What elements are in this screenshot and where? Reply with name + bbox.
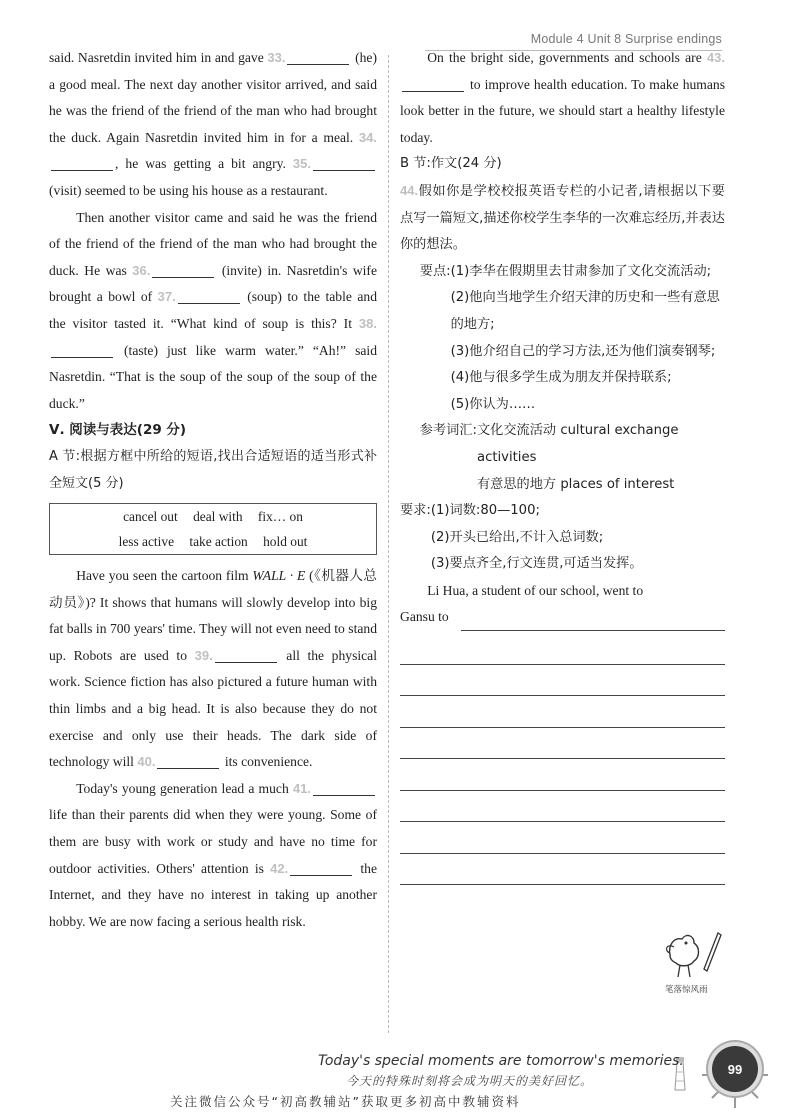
- vocab-block: [400, 418, 725, 498]
- point-item: (4)他与很多学生成为朋友并保持联系;: [450, 370, 672, 386]
- footer-quote-en: Today's special moments are tomorrow's memories.: [318, 1053, 684, 1069]
- question-number: 40.: [137, 754, 156, 770]
- phrase-item: fix… on: [257, 509, 303, 525]
- section-a-instruction: A 节:根据方框中所给的短语,找出合适短语的适当形式补全短文(5 分): [49, 448, 377, 491]
- bird-caption: 笔落惊风雨: [665, 985, 708, 995]
- req-item: (1)词数:80—100;: [430, 503, 540, 519]
- req-label: 要求:: [400, 503, 431, 519]
- bird-pen-icon: [660, 925, 724, 983]
- question-number: 36.: [132, 262, 151, 278]
- essay-writing-line[interactable]: [461, 612, 725, 631]
- page-number: 99: [712, 1046, 758, 1092]
- phrase-row-2: [60, 529, 366, 554]
- para-nasretdin-1: [49, 45, 377, 205]
- essay-writing-line[interactable]: [400, 854, 725, 886]
- essay-writing-line[interactable]: [400, 633, 725, 665]
- answer-blank[interactable]: [313, 155, 375, 171]
- text-run: to improve health education. To make humans look better in the future, we should start a healthy lifestyle today.: [400, 76, 725, 145]
- text-run: (taste) just like warm water.” “Ah!” said Nasretdin. “That is the soup of the soup of the soup of the duck.”: [49, 342, 377, 411]
- phrase-item: hold out: [263, 534, 308, 550]
- phrase-box: [49, 503, 377, 555]
- points-block: [400, 259, 725, 419]
- running-header: Module 4 Unit 8 Surprise endings: [530, 32, 722, 46]
- footer-wechat-note: 关注微信公众号“初高教辅站”获取更多初高中教辅资料: [170, 1094, 521, 1109]
- essay-writing-line[interactable]: [400, 791, 725, 823]
- phrase-item: less active: [118, 534, 175, 550]
- section-v-title: Ⅴ. 阅读与表达(29 分): [49, 422, 187, 439]
- essay-writing-line[interactable]: [400, 728, 725, 760]
- text-run: Have you seen the cartoon film: [76, 568, 253, 584]
- question-number: 43.: [706, 50, 725, 65]
- question-number: 41.: [292, 780, 311, 796]
- text-run: its convenience.: [221, 754, 313, 770]
- text-run: Today's young generation lead a much: [76, 780, 293, 796]
- phrase-row-1: [60, 504, 366, 529]
- para-walle-2: [49, 776, 377, 936]
- text-run: said. Nasretdin invited him in and gave: [49, 50, 268, 65]
- para-nasretdin-2: [49, 205, 377, 418]
- text-run: life than their parents did when they were young. Some of them are busy with work or study and have no time for outdoor activities. Others' attention is: [49, 807, 377, 876]
- answer-blank[interactable]: [51, 155, 113, 171]
- phrase-item: cancel out: [123, 509, 178, 525]
- footer-quote-cn: 今天的特殊时刻将会成为明天的美好回忆。: [346, 1074, 594, 1088]
- question-number: 42.: [270, 860, 289, 876]
- answer-blank[interactable]: [290, 860, 352, 876]
- column-divider: [388, 55, 389, 1033]
- essay-writing-line[interactable]: [400, 759, 725, 791]
- film-title: WALL · E: [252, 568, 306, 584]
- q44-prompt: [400, 178, 725, 259]
- vocab-item: 有意思的地方 places of interest: [477, 476, 675, 492]
- question-number: 39.: [194, 647, 213, 663]
- essay-first-line: [400, 604, 725, 631]
- point-item: (1)李华在假期里去甘肃参加了文化交流活动;: [450, 263, 712, 279]
- requirements-block: [400, 498, 725, 578]
- essay-writing-line[interactable]: [400, 696, 725, 728]
- text-run: the Internet, and they have no interest in taking up another hobby. We are now facing a serious health risk.: [49, 860, 377, 929]
- answer-blank[interactable]: [152, 262, 214, 278]
- essay-writing-line[interactable]: [400, 665, 725, 697]
- text-run: all the physical work. Science fiction has also pictured a future human with thin limbs and a big head. It is also because they do not exercise and only use their heads. The dark side of technology will: [49, 647, 377, 770]
- point-item: (3)他介绍自己的学习方法,还为他们演奏钢琴;: [450, 343, 716, 359]
- text-run: (invite) in. Nasretdin's wife brought a bowl of: [49, 262, 377, 305]
- para-bright-side: [400, 45, 725, 151]
- point-item: (2)他向当地学生介绍天津的历史和一些有意思的地方;: [450, 290, 720, 332]
- phrase-item: take action: [189, 534, 248, 550]
- req-item: (2)开头已给出,不计入总词数;: [430, 529, 604, 545]
- left-column: [49, 45, 377, 935]
- question-number: 35.: [292, 156, 311, 172]
- answer-blank[interactable]: [313, 780, 375, 796]
- section-b-title: B 节:作文(24 分): [400, 156, 502, 172]
- answer-blank[interactable]: [215, 647, 277, 663]
- vocab-item: 文化交流活动 cultural exchange activities: [477, 423, 679, 465]
- points-list: [451, 259, 725, 419]
- question-number: 44.: [400, 182, 419, 198]
- text-run: , he was getting a bit angry.: [115, 156, 293, 172]
- essay-lines: [400, 633, 725, 885]
- text-run: (visit) seemed to be using his house as a restaurant.: [49, 182, 328, 198]
- text-run: Then another visitor came and said he was the friend of the friend of the friend of the man who had brought the duck. He was: [49, 209, 377, 278]
- vocab-label: 参考词汇:: [419, 423, 477, 439]
- text-run: (soup) to the table and the visitor tasted it. “What kind of soup is this? It: [49, 289, 377, 331]
- para-walle-1: [49, 563, 377, 776]
- answer-blank[interactable]: [157, 753, 219, 769]
- req-item: (3)要点齐全,行文连贯,可适当发挥。: [430, 556, 643, 572]
- text-run: (he) a good meal. The next day another visitor arrived, and said he was the friend of the friend of the man who had brought the duck. Again Nasretdin invited him in for a meal.: [49, 50, 377, 145]
- req-list: [431, 498, 643, 578]
- essay-writing-line[interactable]: [400, 822, 725, 854]
- phrase-item: deal with: [193, 509, 243, 525]
- question-number: 34.: [358, 129, 377, 145]
- question-number: 37.: [157, 289, 176, 305]
- essay-start-line-2: Gansu to: [400, 609, 449, 625]
- question-number: 38.: [358, 315, 377, 331]
- point-item: (5)你认为……: [450, 396, 536, 412]
- answer-blank[interactable]: [51, 342, 113, 358]
- answer-blank[interactable]: [178, 288, 240, 304]
- points-label: 要点:: [419, 263, 451, 279]
- right-column: [400, 45, 725, 885]
- question-number: 33.: [267, 50, 286, 65]
- text-run: (《机器人总动员》)? It shows that humans will slowly develop into big fat balls in 700 years' time. They will not even need to stand up. Robots are used to: [49, 568, 377, 663]
- answer-blank[interactable]: [287, 49, 349, 65]
- answer-blank[interactable]: [402, 76, 464, 92]
- text-run: On the bright side, governments and schools are: [427, 50, 707, 65]
- vocab-list: [477, 418, 725, 498]
- q44-text: 假如你是学校校报英语专栏的小记者,请根据以下要点写一篇短文,描述你校学生李华的一次难忘经历,并表达你的想法。: [400, 183, 725, 253]
- essay-start-line-1: Li Hua, a student of our school, went to: [427, 582, 644, 598]
